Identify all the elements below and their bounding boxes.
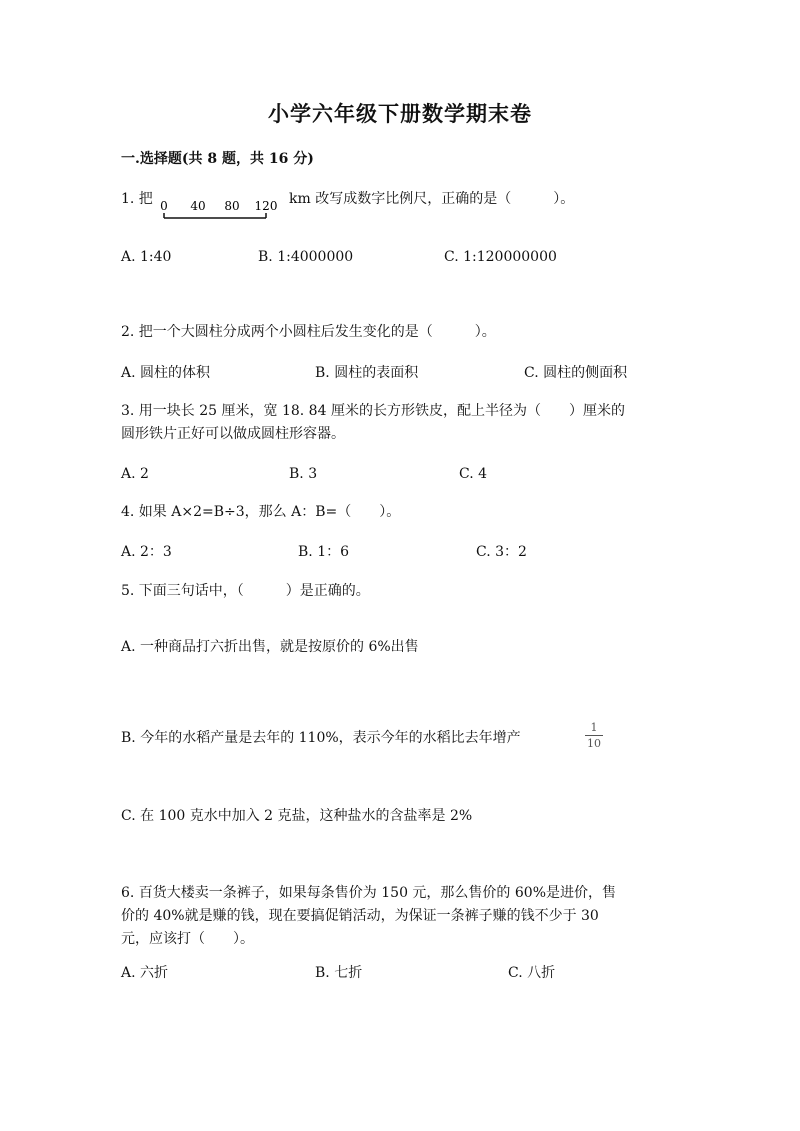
q3-option-a: A. 2 — [121, 466, 149, 482]
fraction-denominator: 10 — [587, 737, 601, 750]
q6-stem-line3: 元，应该打（ ）。 — [121, 931, 254, 947]
q2-stem: 2. 把一个大圆柱分成两个小圆柱后发生变化的是（ ）。 — [121, 324, 496, 340]
q6-stem-line2: 价的 40%就是赚的钱，现在要搞促销活动，为保证一条裤子赚的钱不少于 30 — [121, 908, 599, 924]
scale-tick-label: 120 — [254, 199, 278, 213]
fraction-one-tenth — [585, 721, 603, 750]
fraction-numerator: 1 — [590, 721, 598, 734]
scale-tick-label: 80 — [224, 199, 240, 213]
q1-number: 1. 把 — [121, 191, 153, 207]
page-title: 小学六年级下册数学期末卷 — [268, 101, 532, 126]
q4-option-b: B. 1：6 — [298, 544, 350, 560]
q5-stem: 5. 下面三句话中，（ ）是正确的。 — [121, 583, 370, 599]
scale-tick-label: 40 — [190, 199, 206, 213]
q4-option-c: C. 3：2 — [476, 544, 527, 560]
q1-option-a: A. 1:40 — [121, 249, 172, 265]
q5-option-a: A. 一种商品打六折出售，就是按原价的 6%出售 — [121, 639, 419, 655]
q6-option-c: C. 八折 — [508, 965, 556, 981]
q2-option-c: C. 圆柱的侧面积 — [524, 365, 628, 381]
q2-option-a: A. 圆柱的体积 — [121, 365, 211, 381]
q3-stem-line1: 3. 用一块长 25 厘米，宽 18. 84 厘米的长方形铁皮，配上半径为（ ）厘米的 — [121, 403, 625, 419]
q5-option-b: B. 今年的水稻产量是去年的 110%，表示今年的水稻比去年增产 — [121, 730, 521, 746]
q3-option-c: C. 4 — [459, 466, 488, 482]
q4-stem: 4. 如果 A×2=B÷3，那么 A：B=（ ）。 — [121, 504, 401, 520]
q6-option-a: A. 六折 — [121, 965, 169, 981]
q3-option-b: B. 3 — [289, 466, 318, 482]
q1-option-c: C. 1:120000000 — [444, 249, 557, 265]
scale-tick-label: 0 — [160, 199, 168, 213]
q1-stem: km 改写成数字比例尺，正确的是（ ）。 — [289, 191, 575, 207]
q4-option-a: A. 2：3 — [121, 544, 172, 560]
q1-option-b: B. 1:4000000 — [258, 249, 354, 265]
fraction-bar — [585, 735, 603, 736]
q3-stem-line2: 圆形铁片正好可以做成圆柱形容器。 — [121, 426, 345, 442]
q2-option-b: B. 圆柱的表面积 — [315, 365, 419, 381]
q5-option-c: C. 在 100 克水中加入 2 克盐，这种盐水的含盐率是 2% — [121, 808, 473, 824]
section-heading: 一.选择题(共 8 题，共 16 分) — [121, 151, 314, 167]
q6-stem-line1: 6. 百货大楼卖一条裤子，如果每条售价为 150 元，那么售价的 60%是进价，售 — [121, 885, 616, 901]
q6-option-b: B. 七折 — [315, 965, 363, 981]
scale-bar-image — [158, 196, 284, 222]
